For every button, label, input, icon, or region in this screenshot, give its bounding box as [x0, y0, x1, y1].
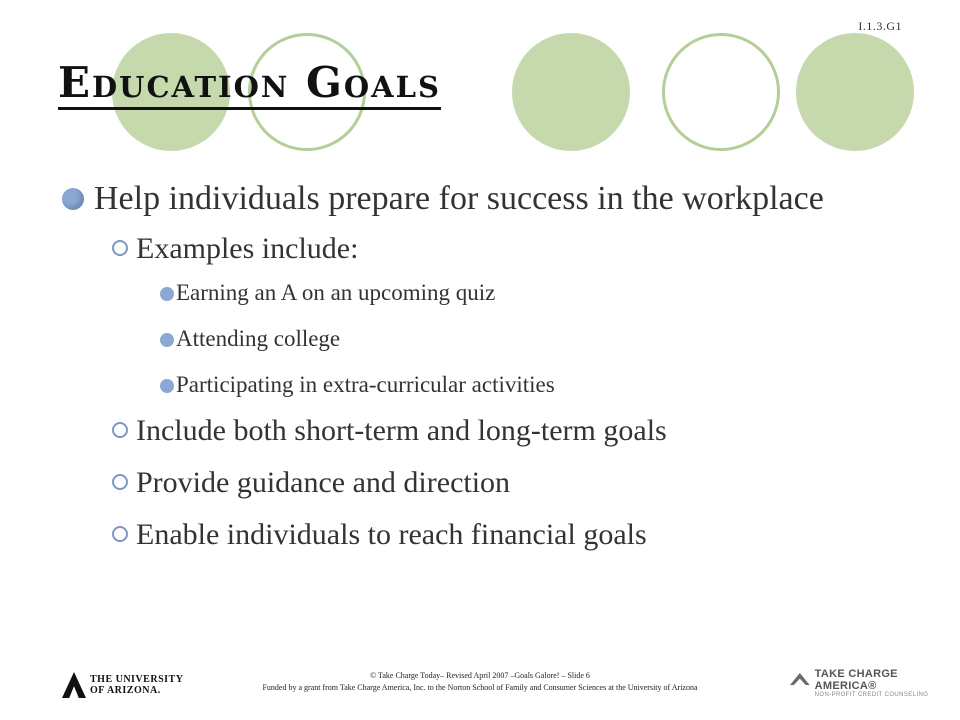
ua-logo-line2: OF ARIZONA. — [90, 685, 161, 696]
bullet-financial — [58, 516, 878, 554]
decor-circle-ring-2 — [662, 33, 780, 151]
bullet-dot-icon — [160, 333, 174, 347]
roof-chevron-icon — [790, 673, 810, 693]
bullet-short-long-text: Include both short-term and long-term goals — [136, 414, 667, 447]
bullet-guidance-text: Provide guidance and direction — [136, 466, 511, 499]
bullet-dot-icon — [160, 379, 174, 393]
bullet-ring-icon — [112, 422, 128, 438]
take-charge-america-logo — [790, 668, 960, 698]
bullet-dot-icon — [160, 287, 174, 301]
slide-code: I.1.3.G1 — [858, 19, 902, 33]
bullet-example-text: Attending college — [176, 326, 341, 351]
footer-copyright: © Take Charge Today– Revised April 2007 –Goals Galore! – Slide 6 — [370, 671, 590, 680]
tca-logo-name: TAKE CHARGE AMERICA® — [814, 668, 898, 692]
bullet-main — [58, 176, 878, 222]
tca-logo-text — [815, 668, 960, 698]
decor-circle-filled-3 — [796, 33, 914, 151]
bullet-ring-icon — [112, 526, 128, 542]
bullet-short-long — [58, 412, 878, 450]
decor-circle-filled-2 — [512, 33, 630, 151]
bullet-main-text: Help individuals prepare for success in the workplace — [94, 180, 824, 217]
bullet-examples-label — [58, 230, 878, 268]
bullet-ring-icon — [112, 240, 128, 256]
bullet-example-item — [58, 278, 878, 308]
bullet-guidance — [58, 464, 878, 502]
bullet-ring-icon — [112, 474, 128, 490]
bullet-example-text: Earning an A on an upcoming quiz — [176, 280, 496, 305]
bullet-dot-icon — [62, 188, 84, 210]
slide-title: Education Goals — [58, 58, 441, 107]
slide-content — [58, 176, 878, 554]
bullet-example-item — [58, 324, 878, 354]
bullet-examples-label-text: Examples include: — [136, 232, 359, 265]
footer-funding: Funded by a grant from Take Charge America, Inc. to the Norton School of Family and Consumer Sciences at the University of Arizona — [262, 683, 698, 692]
bullet-example-item — [58, 370, 878, 400]
ua-logo-line1: THE UNIVERSITY — [90, 674, 184, 685]
bullet-example-text: Participating in extra-curricular activities — [176, 372, 555, 397]
tca-logo-sub: NON-PROFIT CREDIT COUNSELING — [814, 692, 929, 698]
bullet-financial-text: Enable individuals to reach financial goals — [136, 518, 647, 551]
